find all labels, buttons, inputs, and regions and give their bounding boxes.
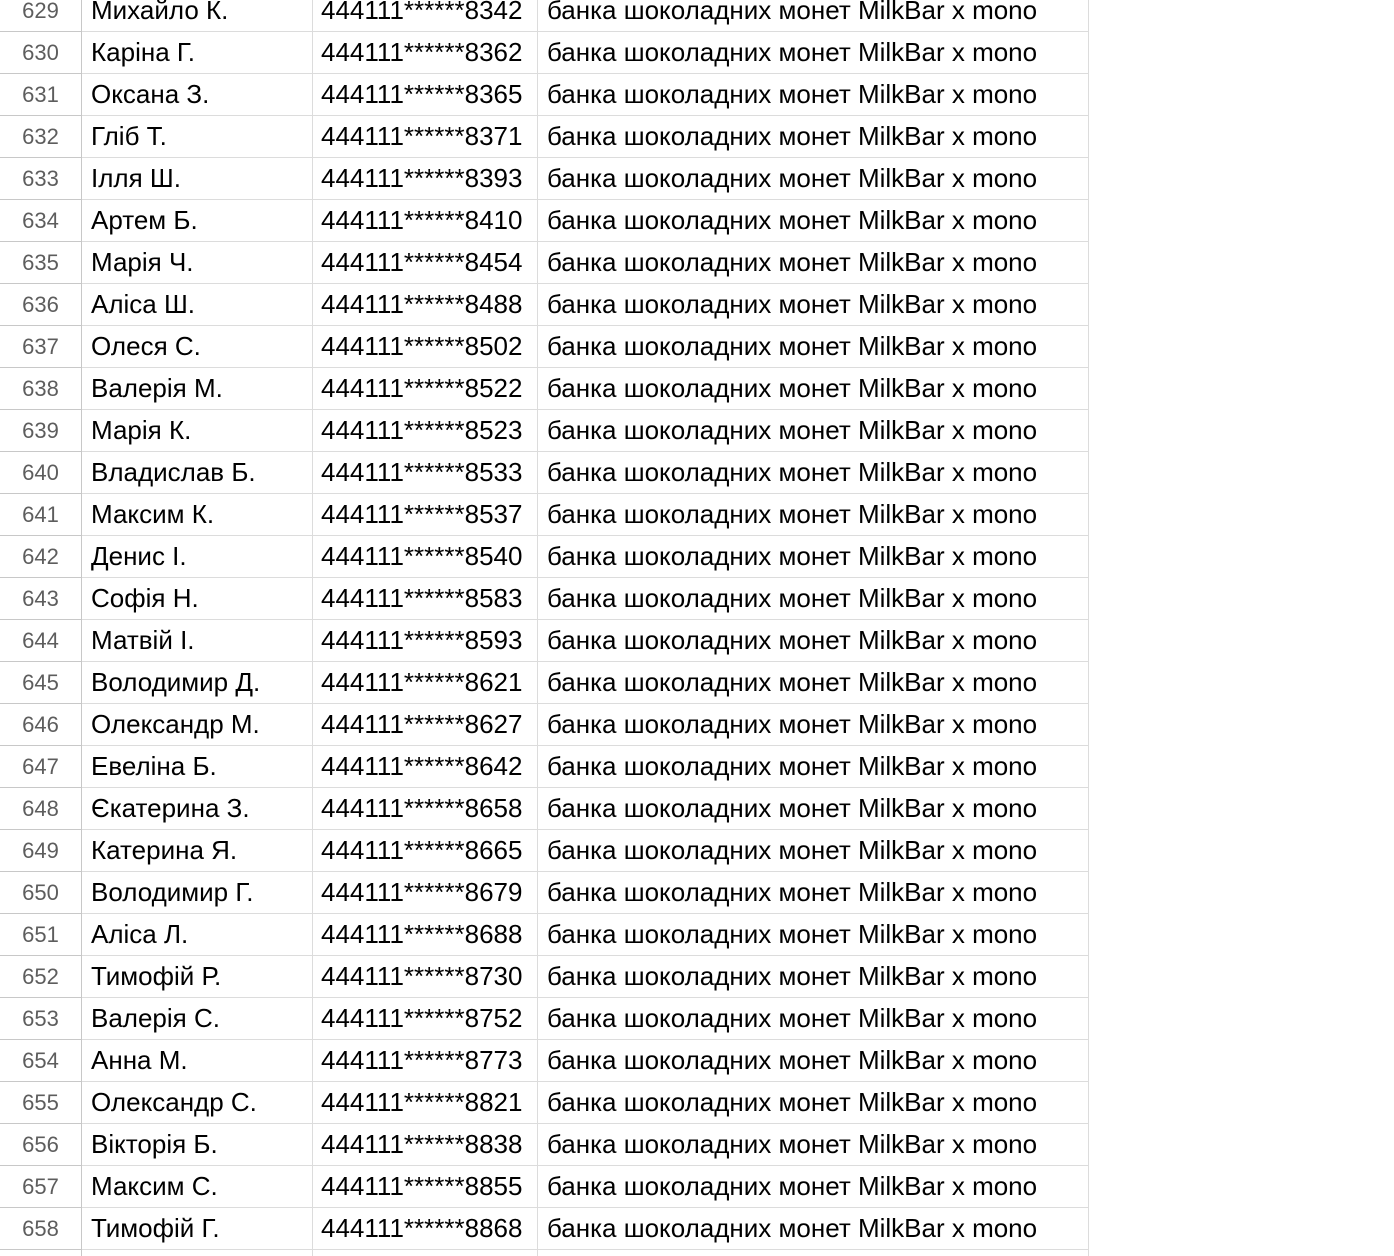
card-cell[interactable]: 444111******8523 (313, 410, 538, 452)
table-row (0, 788, 1089, 830)
table-row (0, 662, 1089, 704)
prize-cell[interactable]: банка шоколадних монет MilkBar x mono (538, 1208, 1089, 1250)
prize-cell[interactable]: банка шоколадних монет MilkBar x mono (538, 368, 1089, 410)
prize-cell[interactable] (538, 1250, 1089, 1256)
card-cell[interactable]: 444111******8502 (313, 326, 538, 368)
prize-cell[interactable]: банка шоколадних монет MilkBar x mono (538, 578, 1089, 620)
table-row (0, 494, 1089, 536)
prize-cell[interactable]: банка шоколадних монет MilkBar x mono (538, 704, 1089, 746)
row-number-cell[interactable]: 643 (0, 578, 82, 620)
card-cell[interactable]: 444111******8658 (313, 788, 538, 830)
prize-cell[interactable]: банка шоколадних монет MilkBar x mono (538, 1040, 1089, 1082)
card-cell[interactable]: 444111******8362 (313, 32, 538, 74)
table-row (0, 1208, 1089, 1250)
row-number-cell[interactable]: 639 (0, 410, 82, 452)
card-cell[interactable]: 444111******8838 (313, 1124, 538, 1166)
prize-cell[interactable]: банка шоколадних монет MilkBar x mono (538, 788, 1089, 830)
prize-cell[interactable]: банка шоколадних монет MilkBar x mono (538, 1124, 1089, 1166)
name-cell[interactable]: Анна М. (82, 1040, 313, 1082)
name-cell[interactable]: Володимир Г. (82, 872, 313, 914)
row-number-cell[interactable]: 641 (0, 494, 82, 536)
row-number-cell[interactable] (0, 1250, 82, 1256)
name-cell[interactable]: Аліса Ш. (82, 284, 313, 326)
table-row (0, 704, 1089, 746)
table-row (0, 242, 1089, 284)
row-number-cell[interactable]: 657 (0, 1166, 82, 1208)
prize-cell[interactable]: банка шоколадних монет MilkBar x mono (538, 74, 1089, 116)
card-cell[interactable]: 444111******8410 (313, 200, 538, 242)
card-cell[interactable]: 444111******8773 (313, 1040, 538, 1082)
row-number-cell[interactable]: 649 (0, 830, 82, 872)
card-cell[interactable]: 444111******8621 (313, 662, 538, 704)
table-row (0, 32, 1089, 74)
name-cell[interactable]: Валерія М. (82, 368, 313, 410)
name-cell[interactable]: Марія Ч. (82, 242, 313, 284)
name-cell[interactable]: Матвій І. (82, 620, 313, 662)
row-number-cell[interactable]: 640 (0, 452, 82, 494)
row-number-cell[interactable]: 650 (0, 872, 82, 914)
row-number-cell[interactable]: 637 (0, 326, 82, 368)
prize-cell[interactable]: банка шоколадних монет MilkBar x mono (538, 998, 1089, 1040)
prize-cell[interactable]: банка шоколадних монет MilkBar x mono (538, 956, 1089, 998)
row-number-cell[interactable]: 642 (0, 536, 82, 578)
card-cell[interactable]: 444111******8627 (313, 704, 538, 746)
table-row (0, 200, 1089, 242)
prize-cell[interactable]: банка шоколадних монет MilkBar x mono (538, 200, 1089, 242)
name-cell[interactable]: Гліб Т. (82, 116, 313, 158)
prize-cell[interactable]: банка шоколадних монет MilkBar x mono (538, 158, 1089, 200)
prize-cell[interactable]: банка шоколадних монет MilkBar x mono (538, 242, 1089, 284)
card-cell[interactable]: 444111******8855 (313, 1166, 538, 1208)
table-row (0, 1124, 1089, 1166)
prize-cell[interactable]: банка шоколадних монет MilkBar x mono (538, 662, 1089, 704)
prize-cell[interactable]: банка шоколадних монет MilkBar x mono (538, 536, 1089, 578)
row-number-cell[interactable]: 652 (0, 956, 82, 998)
name-cell[interactable]: Артем Б. (82, 200, 313, 242)
row-number-cell[interactable]: 644 (0, 620, 82, 662)
name-cell[interactable]: Володимир Д. (82, 662, 313, 704)
table-row (0, 410, 1089, 452)
card-cell[interactable]: 444111******8537 (313, 494, 538, 536)
name-cell[interactable]: Евеліна Б. (82, 746, 313, 788)
row-number-cell[interactable]: 656 (0, 1124, 82, 1166)
row-number-cell[interactable]: 629 (0, 0, 82, 32)
card-cell[interactable]: 444111******8821 (313, 1082, 538, 1124)
name-cell[interactable]: Оксана З. (82, 74, 313, 116)
name-cell[interactable]: Максим К. (82, 494, 313, 536)
card-cell[interactable]: 444111******8533 (313, 452, 538, 494)
name-cell[interactable]: Валерія С. (82, 998, 313, 1040)
table-row (0, 368, 1089, 410)
prize-cell[interactable]: банка шоколадних монет MilkBar x mono (538, 284, 1089, 326)
name-cell[interactable]: Каріна Г. (82, 32, 313, 74)
prize-cell[interactable]: банка шоколадних монет MilkBar x mono (538, 410, 1089, 452)
name-cell[interactable] (82, 1250, 313, 1256)
row-number-cell[interactable]: 653 (0, 998, 82, 1040)
name-cell[interactable]: Катерина Я. (82, 830, 313, 872)
table-row (0, 746, 1089, 788)
table-row (0, 872, 1089, 914)
row-number-cell[interactable]: 647 (0, 746, 82, 788)
card-cell[interactable]: 444111******8593 (313, 620, 538, 662)
prize-cell[interactable]: банка шоколадних монет MilkBar x mono (538, 116, 1089, 158)
name-cell[interactable]: Олександр С. (82, 1082, 313, 1124)
card-cell[interactable]: 444111******8730 (313, 956, 538, 998)
row-number-cell[interactable]: 658 (0, 1208, 82, 1250)
name-cell[interactable]: Аліса Л. (82, 914, 313, 956)
row-number-cell[interactable]: 633 (0, 158, 82, 200)
table-row (0, 452, 1089, 494)
card-cell[interactable]: 444111******8488 (313, 284, 538, 326)
table-row (0, 578, 1089, 620)
card-cell[interactable]: 444111******8342 (313, 0, 538, 32)
prize-cell[interactable]: банка шоколадних монет MilkBar x mono (538, 914, 1089, 956)
table-row (0, 116, 1089, 158)
card-cell[interactable]: 444111******8522 (313, 368, 538, 410)
card-cell[interactable]: 444111******8365 (313, 74, 538, 116)
prize-cell[interactable]: банка шоколадних монет MilkBar x mono (538, 830, 1089, 872)
row-number-cell[interactable]: 645 (0, 662, 82, 704)
card-cell[interactable]: 444111******8454 (313, 242, 538, 284)
card-cell[interactable] (313, 1250, 538, 1256)
table-row (0, 1166, 1089, 1208)
prize-cell[interactable]: банка шоколадних монет MilkBar x mono (538, 452, 1089, 494)
name-cell[interactable]: Денис І. (82, 536, 313, 578)
table-row (0, 620, 1089, 662)
row-number-cell[interactable]: 648 (0, 788, 82, 830)
card-cell[interactable]: 444111******8583 (313, 578, 538, 620)
table-row (0, 74, 1089, 116)
row-number-cell[interactable]: 632 (0, 116, 82, 158)
name-cell[interactable]: Олександр М. (82, 704, 313, 746)
card-cell[interactable]: 444111******8665 (313, 830, 538, 872)
prize-cell[interactable]: банка шоколадних монет MilkBar x mono (538, 494, 1089, 536)
prize-cell[interactable]: банка шоколадних монет MilkBar x mono (538, 1166, 1089, 1208)
row-number-cell[interactable]: 631 (0, 74, 82, 116)
table-row (0, 1040, 1089, 1082)
table-row (0, 0, 1089, 32)
card-cell[interactable]: 444111******8393 (313, 158, 538, 200)
name-cell[interactable]: Владислав Б. (82, 452, 313, 494)
name-cell[interactable]: Єкатерина З. (82, 788, 313, 830)
card-cell[interactable]: 444111******8679 (313, 872, 538, 914)
table-row (0, 284, 1089, 326)
row-number-cell[interactable]: 635 (0, 242, 82, 284)
prize-cell[interactable]: банка шоколадних монет MilkBar x mono (538, 32, 1089, 74)
card-cell[interactable]: 444111******8688 (313, 914, 538, 956)
row-number-cell[interactable]: 636 (0, 284, 82, 326)
name-cell[interactable]: Ілля Ш. (82, 158, 313, 200)
name-cell[interactable]: Марія К. (82, 410, 313, 452)
table-row (0, 158, 1089, 200)
table-row-partial (0, 1250, 1089, 1256)
name-cell[interactable]: Михайло К. (82, 0, 313, 32)
table-row (0, 998, 1089, 1040)
prize-cell[interactable]: банка шоколадних монет MilkBar x mono (538, 1082, 1089, 1124)
name-cell[interactable]: Вікторія Б. (82, 1124, 313, 1166)
card-cell[interactable]: 444111******8642 (313, 746, 538, 788)
table-row (0, 914, 1089, 956)
name-cell[interactable]: Софія Н. (82, 578, 313, 620)
prize-cell[interactable]: банка шоколадних монет MilkBar x mono (538, 0, 1089, 32)
row-number-cell[interactable]: 646 (0, 704, 82, 746)
prize-cell[interactable]: банка шоколадних монет MilkBar x mono (538, 326, 1089, 368)
table-row (0, 326, 1089, 368)
row-number-cell[interactable]: 651 (0, 914, 82, 956)
card-cell[interactable]: 444111******8868 (313, 1208, 538, 1250)
prize-cell[interactable]: банка шоколадних монет MilkBar x mono (538, 620, 1089, 662)
card-cell[interactable]: 444111******8540 (313, 536, 538, 578)
name-cell[interactable]: Олеся С. (82, 326, 313, 368)
row-number-cell[interactable]: 630 (0, 32, 82, 74)
prize-cell[interactable]: банка шоколадних монет MilkBar x mono (538, 746, 1089, 788)
name-cell[interactable]: Тимофій Г. (82, 1208, 313, 1250)
row-number-cell[interactable]: 638 (0, 368, 82, 410)
prize-cell[interactable]: банка шоколадних монет MilkBar x mono (538, 872, 1089, 914)
card-cell[interactable]: 444111******8371 (313, 116, 538, 158)
table-row (0, 956, 1089, 998)
card-cell[interactable]: 444111******8752 (313, 998, 538, 1040)
name-cell[interactable]: Тимофій Р. (82, 956, 313, 998)
row-number-cell[interactable]: 655 (0, 1082, 82, 1124)
row-number-cell[interactable]: 654 (0, 1040, 82, 1082)
table-row (0, 830, 1089, 872)
table-row (0, 1082, 1089, 1124)
table-row (0, 536, 1089, 578)
name-cell[interactable]: Максим С. (82, 1166, 313, 1208)
row-number-cell[interactable]: 634 (0, 200, 82, 242)
